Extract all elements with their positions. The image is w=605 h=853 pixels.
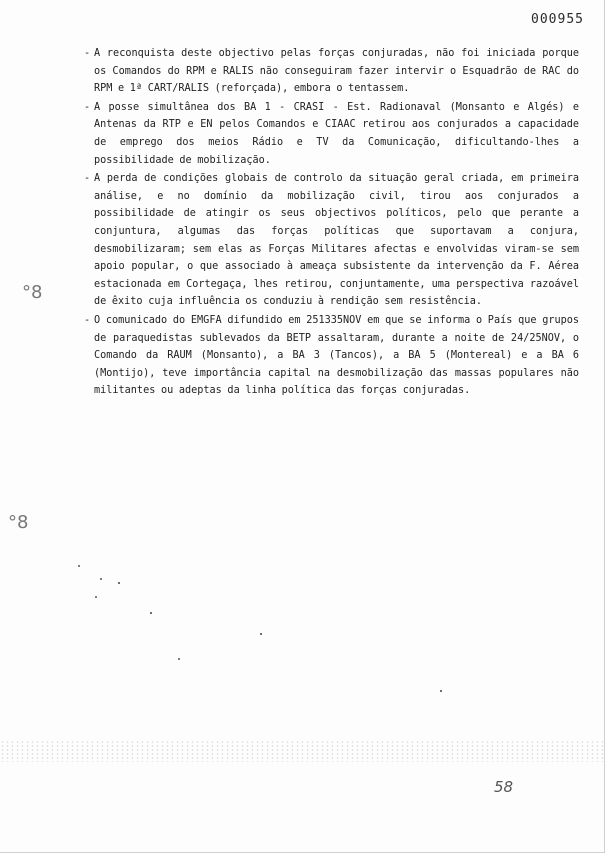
paragraph-4: [84, 312, 579, 400]
scan-speck: [150, 612, 152, 614]
paragraph-2: [84, 99, 579, 169]
paragraph-3: [84, 170, 579, 311]
document-body: [84, 45, 579, 401]
bullet-dash: -: [84, 173, 91, 185]
paragraph-text: O comunicado do EMGFA difundido em 251335NOV em que se informa o País que grupos de paraquedistas sublevados da BETP assaltaram, durante a noite de 24/25NOV, o Comando da RAUM (Monsanto), a BA 3 (Tancos), a BA 5 (Montereal) e a BA 6 (Montijo), teve importância capital na desmobilização das massas populares não militantes ou adeptas da linha política das forças conjuradas.: [94, 314, 579, 397]
scan-speck: [118, 582, 120, 584]
scan-speck: [100, 578, 102, 580]
scan-speck: [178, 658, 180, 660]
binding-hole-mark: °8: [8, 512, 29, 533]
paragraph-text: A perda de condições globais de controlo da situação geral criada, em primeira análise, e no domínio da mobilização civil, tirou aos conjurados a possibilidade de atingir os seus objectivos políticos, pelo que perante a conjuntura, algumas das forças políticas que suportavam a conjura, desmobilizaram; sem elas as Forças Militares afectas e envolvidas viram-se sem apoio popular, o que associado à ameaça subsistente da intervenção da F. Aérea estacionada em Cortegaça, lhes retirou, conjuntamente, uma perspectiva razoável de êxito cuja influência os conduziu à rendição sem resistência.: [94, 173, 579, 308]
bullet-dash: -: [84, 101, 91, 113]
scan-speck: [440, 690, 442, 692]
bullet-dash: -: [84, 314, 91, 326]
bullet-dash: -: [84, 48, 91, 59]
binding-hole-mark: °8: [22, 282, 43, 303]
page-number: 58: [494, 778, 514, 796]
scan-speck: [95, 596, 97, 598]
paragraph-text: A reconquista deste objectivo pelas forças conjuradas, não foi iniciada porque os Comandos do RPM e RALIS não conseguiram fazer intervir o Esquadrão de RAC do RPM e 1ª CART/RALIS (reforçada), embora o tentassem.: [94, 48, 579, 95]
scan-speck: [260, 633, 262, 635]
document-number: 000955: [531, 12, 584, 27]
scan-speck: [78, 565, 80, 567]
paragraph-text: A posse simultânea dos BA 1 - CRASI - Est. Radionaval (Monsanto e Algés) e Antenas da RTP e EN pelos Comandos e CIAAC retirou aos conjurados a capacidade de emprego dos meios Rádio e TV da Comunicação, dificultando-lhes a possibilidade de mobilização.: [94, 101, 579, 166]
scan-noise-band: [0, 740, 605, 762]
paragraph-1: [84, 45, 579, 98]
